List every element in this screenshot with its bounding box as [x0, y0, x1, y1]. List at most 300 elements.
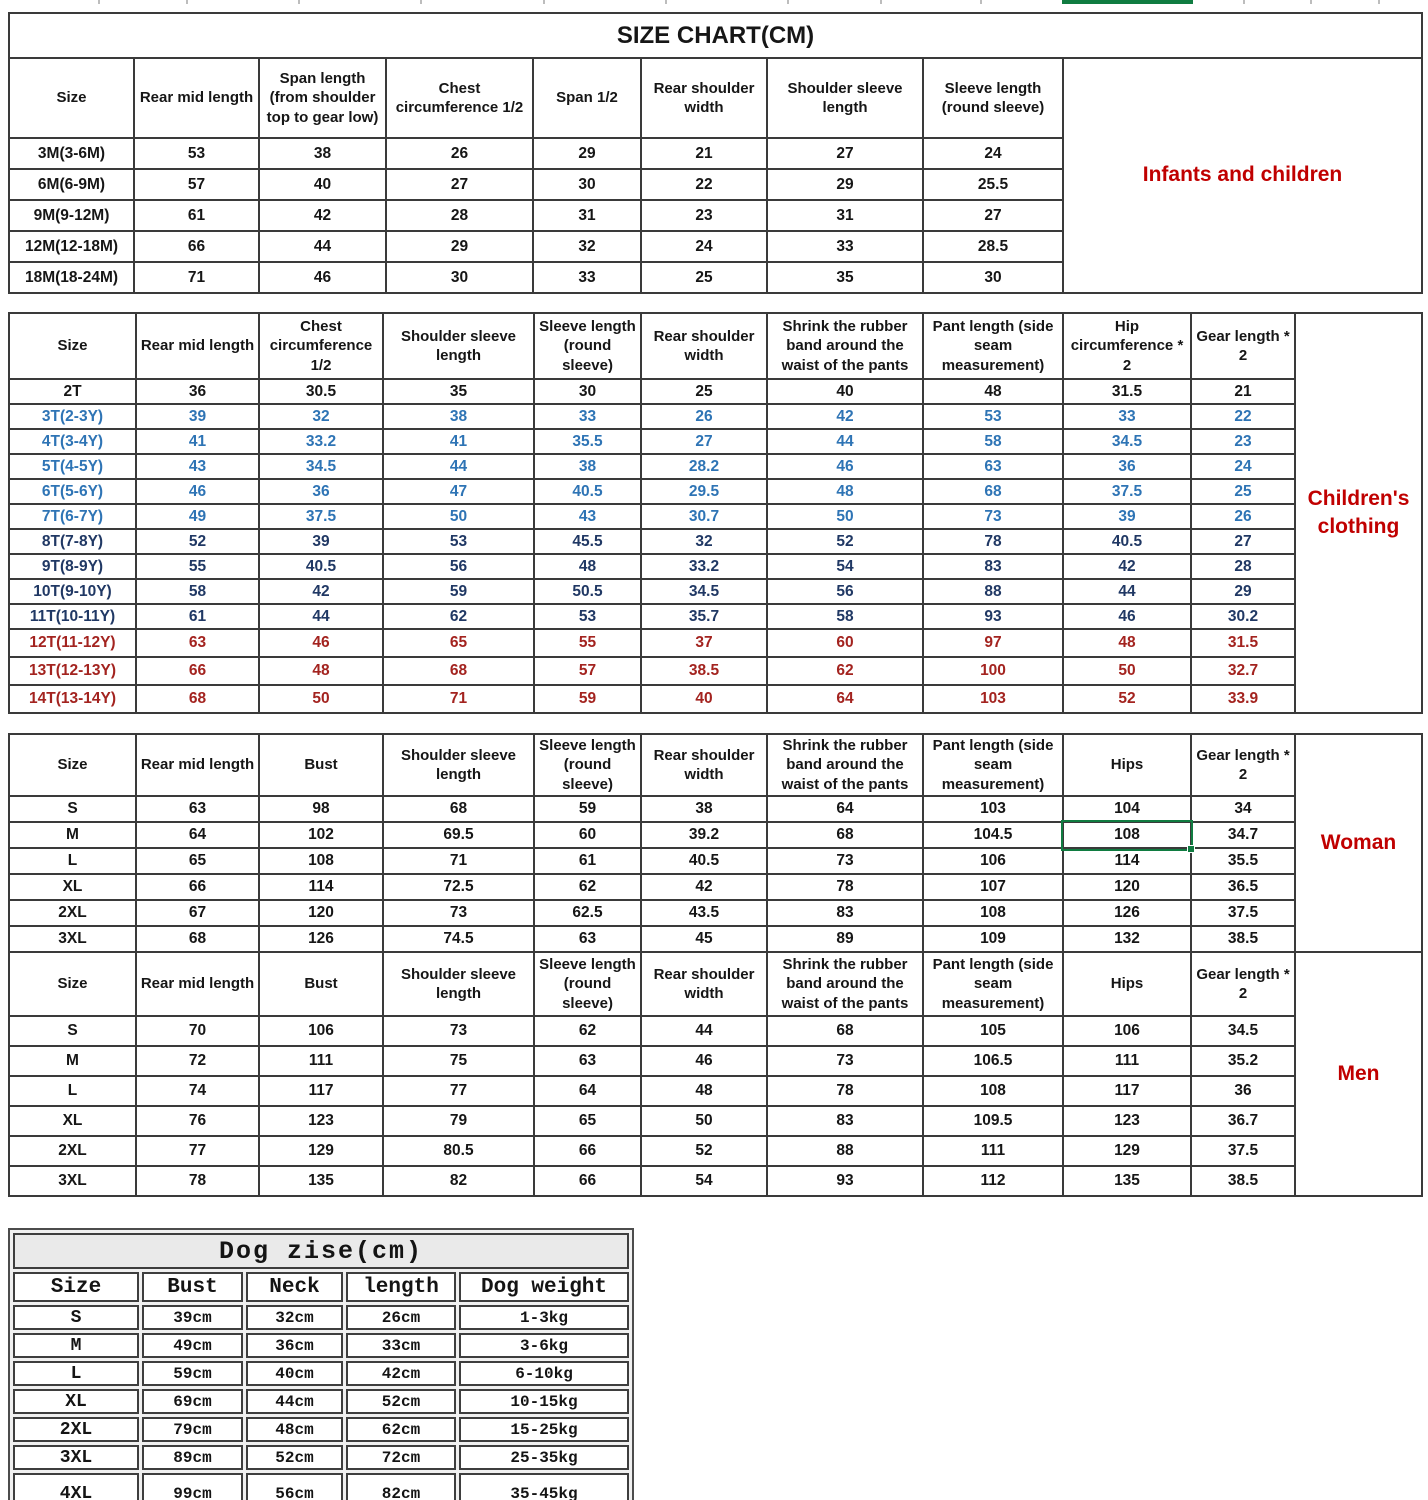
- table-cell: 21: [641, 138, 767, 169]
- column-header: Chest circumference 1/2: [386, 58, 533, 138]
- table-cell: 66: [134, 231, 259, 262]
- table-title: SIZE CHART(CM): [9, 13, 1422, 58]
- gridline-tick: [420, 0, 422, 4]
- table-cell: 58: [767, 604, 923, 629]
- table-cell: 28: [1191, 554, 1295, 579]
- table-cell: 46: [767, 454, 923, 479]
- table-cell: 39.2: [641, 822, 767, 848]
- table-cell: 82: [383, 1166, 534, 1196]
- column-header: Shoulder sleeve length: [767, 58, 923, 138]
- table-cell: 38.5: [641, 657, 767, 685]
- table-cell: 29: [1191, 579, 1295, 604]
- table-cell: 106.5: [923, 1046, 1063, 1076]
- column-header: Dog weight: [459, 1272, 629, 1302]
- table-cell: 37.5: [1191, 1136, 1295, 1166]
- table-cell: M: [9, 1046, 136, 1076]
- table-row: [9, 529, 1422, 554]
- column-header: length: [346, 1272, 456, 1302]
- column-header: Shoulder sleeve length: [383, 952, 534, 1016]
- gridline-tick: [1310, 0, 1312, 4]
- table-cell: 24: [923, 138, 1063, 169]
- infants-size-table: [8, 12, 1423, 294]
- table-cell: 52: [136, 529, 259, 554]
- table-cell: 66: [136, 874, 259, 900]
- table-cell: 21: [1191, 379, 1295, 404]
- table-cell: 28: [386, 200, 533, 231]
- table-cell: 34.5: [259, 454, 383, 479]
- table-cell: 41: [383, 429, 534, 454]
- table-cell: 40: [641, 685, 767, 713]
- table-row: [9, 379, 1422, 404]
- table-cell: 33: [767, 231, 923, 262]
- table-cell: 79cm: [142, 1417, 243, 1442]
- table-cell: 50: [383, 504, 534, 529]
- table-cell: S: [9, 796, 136, 822]
- table-row: [13, 1445, 629, 1470]
- table-cell: 56: [383, 554, 534, 579]
- table-cell: 82cm: [346, 1473, 456, 1500]
- table-cell: 62: [383, 604, 534, 629]
- table-cell: 23: [1191, 429, 1295, 454]
- table-cell: 47: [383, 479, 534, 504]
- table-cell: 67: [136, 900, 259, 926]
- table-cell: 61: [134, 200, 259, 231]
- table-cell: 2XL: [13, 1417, 139, 1442]
- table-cell: 74.5: [383, 926, 534, 952]
- children-size-table: [8, 312, 1423, 714]
- table-row: [9, 1076, 1422, 1106]
- table-cell: 64: [767, 796, 923, 822]
- table-cell: 42: [1063, 554, 1191, 579]
- table-cell: L: [9, 848, 136, 874]
- table-cell: 42: [259, 579, 383, 604]
- column-header: Span length (from shoulder top to gear low): [259, 58, 386, 138]
- table-cell: 114: [1063, 848, 1191, 874]
- table-cell: 43: [136, 454, 259, 479]
- table-cell: 3XL: [9, 926, 136, 952]
- table-cell: 35.5: [1191, 848, 1295, 874]
- table-cell: 5T(4-5Y): [9, 454, 136, 479]
- column-header: Shrink the rubber band around the waist of the pants: [767, 313, 923, 379]
- men-size-table: [8, 951, 1423, 1197]
- table-cell: 123: [1063, 1106, 1191, 1136]
- table-cell: 35.2: [1191, 1046, 1295, 1076]
- table-cell: 109: [923, 926, 1063, 952]
- section-label: Children's clothing: [1295, 313, 1422, 713]
- table-cell: 26cm: [346, 1305, 456, 1330]
- table-cell: 32.7: [1191, 657, 1295, 685]
- table-cell: 79: [383, 1106, 534, 1136]
- column-header: Size: [9, 734, 136, 796]
- table-cell: 58: [923, 429, 1063, 454]
- table-cell: 59: [534, 685, 641, 713]
- table-cell: 71: [383, 848, 534, 874]
- table-cell: 68: [923, 479, 1063, 504]
- table-cell: 33.2: [641, 554, 767, 579]
- table-cell: 31.5: [1191, 629, 1295, 657]
- table-cell: 83: [767, 900, 923, 926]
- table-cell: 48: [767, 479, 923, 504]
- table-cell: 40: [259, 169, 386, 200]
- table-cell: 30.2: [1191, 604, 1295, 629]
- table-cell: 35.7: [641, 604, 767, 629]
- table-cell: 68: [383, 796, 534, 822]
- table-cell: 18M(18-24M): [9, 262, 134, 293]
- table-cell: 65: [136, 848, 259, 874]
- table-cell: 34.5: [1063, 429, 1191, 454]
- table-cell: 105: [923, 1016, 1063, 1046]
- table-cell: 38: [534, 454, 641, 479]
- table-cell: 108: [923, 1076, 1063, 1106]
- table-cell: 62: [767, 657, 923, 685]
- table-cell: 26: [1191, 504, 1295, 529]
- table-title: Dog zise(cm): [13, 1233, 629, 1269]
- table-cell: 38: [259, 138, 386, 169]
- column-header: Bust: [259, 952, 383, 1016]
- column-header: Gear length * 2: [1191, 734, 1295, 796]
- table-row: [9, 579, 1422, 604]
- column-header: Bust: [142, 1272, 243, 1302]
- section-label: Infants and children: [1063, 58, 1422, 293]
- table-cell: 44: [767, 429, 923, 454]
- table-cell: 107: [923, 874, 1063, 900]
- table-cell: 38.5: [1191, 1166, 1295, 1196]
- table-cell: 48: [1063, 629, 1191, 657]
- table-cell: 63: [923, 454, 1063, 479]
- table-cell: 30: [386, 262, 533, 293]
- table-cell: XL: [9, 874, 136, 900]
- column-header: Rear shoulder width: [641, 734, 767, 796]
- column-header: Pant length (side seam measurement): [923, 952, 1063, 1016]
- table-cell: 40.5: [259, 554, 383, 579]
- table-cell: L: [9, 1076, 136, 1106]
- table-cell: 1-3kg: [459, 1305, 629, 1330]
- table-cell: 36cm: [246, 1333, 343, 1358]
- column-header: Size: [9, 58, 134, 138]
- table-cell: 2T: [9, 379, 136, 404]
- table-cell: 6T(5-6Y): [9, 479, 136, 504]
- table-cell: 88: [923, 579, 1063, 604]
- table-cell: 27: [641, 429, 767, 454]
- gridline-tick: [880, 0, 882, 4]
- table-row: [9, 822, 1422, 848]
- table-cell: 32: [641, 529, 767, 554]
- table-cell: 112: [923, 1166, 1063, 1196]
- table-row: [9, 1106, 1422, 1136]
- table-cell: 29.5: [641, 479, 767, 504]
- table-cell: 22: [641, 169, 767, 200]
- table-cell: 68: [383, 657, 534, 685]
- table-cell: S: [13, 1305, 139, 1330]
- table-cell: 28.2: [641, 454, 767, 479]
- table-cell: 111: [1063, 1046, 1191, 1076]
- table-cell: 40.5: [641, 848, 767, 874]
- table-cell: 40cm: [246, 1361, 343, 1386]
- table-cell: 39cm: [142, 1305, 243, 1330]
- column-header: Hip circumference * 2: [1063, 313, 1191, 379]
- table-cell: 53: [383, 529, 534, 554]
- column-header: Rear mid length: [136, 734, 259, 796]
- table-cell: 4XL: [13, 1473, 139, 1500]
- table-cell: XL: [13, 1389, 139, 1414]
- table-cell: 41: [136, 429, 259, 454]
- table-cell: 64: [136, 822, 259, 848]
- table-cell: 70: [136, 1016, 259, 1046]
- table-cell: 57: [534, 657, 641, 685]
- table-cell: 40.5: [1063, 529, 1191, 554]
- table-cell: 35-45kg: [459, 1473, 629, 1500]
- table-cell: 53: [134, 138, 259, 169]
- table-cell: 8T(7-8Y): [9, 529, 136, 554]
- table-cell: 52cm: [246, 1445, 343, 1470]
- table-cell: 40: [767, 379, 923, 404]
- table-row: [9, 629, 1422, 657]
- table-cell: 89: [767, 926, 923, 952]
- table-cell: 68: [767, 822, 923, 848]
- table-cell: 32: [533, 231, 641, 262]
- table-cell: 106: [259, 1016, 383, 1046]
- table-cell: 89cm: [142, 1445, 243, 1470]
- table-cell: 25.5: [923, 169, 1063, 200]
- table-cell: 54: [641, 1166, 767, 1196]
- table-row: [13, 1333, 629, 1358]
- table-row: [9, 796, 1422, 822]
- table-cell: 52: [1063, 685, 1191, 713]
- column-header: Pant length (side seam measurement): [923, 313, 1063, 379]
- gridline-tick: [787, 0, 789, 4]
- table-cell: 62.5: [534, 900, 641, 926]
- table-cell: 25: [641, 262, 767, 293]
- table-row: [9, 1136, 1422, 1166]
- table-row: [9, 554, 1422, 579]
- table-cell: 25-35kg: [459, 1445, 629, 1470]
- table-cell: 106: [923, 848, 1063, 874]
- table-cell: 69.5: [383, 822, 534, 848]
- column-header: Size: [13, 1272, 139, 1302]
- table-cell: 72: [136, 1046, 259, 1076]
- table-cell: 42: [641, 874, 767, 900]
- table-cell: 126: [259, 926, 383, 952]
- table-cell: 7T(6-7Y): [9, 504, 136, 529]
- table-cell: 64: [534, 1076, 641, 1106]
- table-cell: 3XL: [13, 1445, 139, 1470]
- table-cell: 36: [1191, 1076, 1295, 1106]
- table-cell: 39: [1063, 504, 1191, 529]
- table-cell: 2XL: [9, 1136, 136, 1166]
- table-cell: L: [13, 1361, 139, 1386]
- table-cell: 31: [767, 200, 923, 231]
- column-header: Gear length * 2: [1191, 952, 1295, 1016]
- table-cell: 31: [533, 200, 641, 231]
- table-cell: 97: [923, 629, 1063, 657]
- table-cell: 34.5: [641, 579, 767, 604]
- gridline-tick: [98, 0, 100, 4]
- table-cell: 61: [136, 604, 259, 629]
- table-cell: 66: [534, 1166, 641, 1196]
- table-cell: 46: [259, 262, 386, 293]
- table-row: [9, 504, 1422, 529]
- table-cell: 49cm: [142, 1333, 243, 1358]
- table-row: [13, 1389, 629, 1414]
- column-header: Size: [9, 313, 136, 379]
- table-cell: 10T(9-10Y): [9, 579, 136, 604]
- table-cell: 71: [134, 262, 259, 293]
- table-cell: 33: [1063, 404, 1191, 429]
- table-cell: 37: [641, 629, 767, 657]
- table-cell: 27: [923, 200, 1063, 231]
- table-cell: M: [13, 1333, 139, 1358]
- table-cell: 68: [767, 1016, 923, 1046]
- table-cell: 48: [259, 657, 383, 685]
- gridline-tick: [980, 0, 982, 4]
- column-header: Size: [9, 952, 136, 1016]
- table-cell: 52: [641, 1136, 767, 1166]
- table-cell: 53: [534, 604, 641, 629]
- table-cell: 44cm: [246, 1389, 343, 1414]
- table-cell: 46: [1063, 604, 1191, 629]
- table-cell: 76: [136, 1106, 259, 1136]
- table-cell: 30.5: [259, 379, 383, 404]
- table-cell: 99cm: [142, 1473, 243, 1500]
- table-cell: 61: [534, 848, 641, 874]
- table-cell: 3T(2-3Y): [9, 404, 136, 429]
- table-cell: 72cm: [346, 1445, 456, 1470]
- table-cell: 39: [259, 529, 383, 554]
- table-row: [9, 926, 1422, 952]
- table-cell: 33: [534, 404, 641, 429]
- table-row: [9, 657, 1422, 685]
- column-header: Rear shoulder width: [641, 952, 767, 1016]
- woman-size-table: [8, 733, 1423, 953]
- table-cell: 44: [259, 231, 386, 262]
- table-row: [9, 429, 1422, 454]
- column-header: Sleeve length (round sleeve): [534, 952, 641, 1016]
- column-header: Sleeve length (round sleeve): [923, 58, 1063, 138]
- table-cell: 32: [259, 404, 383, 429]
- table-cell: 75: [383, 1046, 534, 1076]
- table-cell: 11T(10-11Y): [9, 604, 136, 629]
- table-cell: 3M(3-6M): [9, 138, 134, 169]
- table-cell: 33.9: [1191, 685, 1295, 713]
- table-cell: 78: [136, 1166, 259, 1196]
- table-row: [9, 479, 1422, 504]
- table-cell: 73: [923, 504, 1063, 529]
- table-cell: 44: [1063, 579, 1191, 604]
- table-cell: XL: [9, 1106, 136, 1136]
- table-cell: 26: [386, 138, 533, 169]
- column-header: Sleeve length (round sleeve): [534, 734, 641, 796]
- table-row: [13, 1417, 629, 1442]
- table-cell: 103: [923, 685, 1063, 713]
- section-label: Woman: [1295, 734, 1422, 952]
- table-cell: 9T(8-9Y): [9, 554, 136, 579]
- table-cell: 117: [1063, 1076, 1191, 1106]
- table-cell: 15-25kg: [459, 1417, 629, 1442]
- column-header: Hips: [1063, 952, 1191, 1016]
- table-cell: 93: [923, 604, 1063, 629]
- column-header: Rear shoulder width: [641, 58, 767, 138]
- table-cell: 27: [1191, 529, 1295, 554]
- table-cell: 60: [534, 822, 641, 848]
- table-cell: 48: [534, 554, 641, 579]
- table-cell: 38: [383, 404, 534, 429]
- table-cell: 36: [259, 479, 383, 504]
- table-cell: 40.5: [534, 479, 641, 504]
- table-cell: 59: [534, 796, 641, 822]
- table-row: [13, 1473, 629, 1500]
- gridline-tick: [298, 0, 300, 4]
- table-cell: 63: [136, 629, 259, 657]
- table-cell: 45.5: [534, 529, 641, 554]
- table-cell: 56: [767, 579, 923, 604]
- gridline-tick: [543, 0, 545, 4]
- table-cell: 111: [923, 1136, 1063, 1166]
- table-cell: 135: [1063, 1166, 1191, 1196]
- table-cell: 83: [767, 1106, 923, 1136]
- table-cell: 39: [136, 404, 259, 429]
- table-cell: 63: [534, 926, 641, 952]
- table-cell: 50.5: [534, 579, 641, 604]
- column-header: Neck: [246, 1272, 343, 1302]
- table-cell: 129: [1063, 1136, 1191, 1166]
- table-cell: 114: [259, 874, 383, 900]
- table-cell: 59cm: [142, 1361, 243, 1386]
- table-cell: 43: [534, 504, 641, 529]
- table-cell: 25: [1191, 479, 1295, 504]
- table-cell: 34.7: [1191, 822, 1295, 848]
- table-cell: 66: [534, 1136, 641, 1166]
- table-cell: 12M(12-18M): [9, 231, 134, 262]
- table-cell: 59: [383, 579, 534, 604]
- table-cell: 42cm: [346, 1361, 456, 1386]
- table-cell: 42: [259, 200, 386, 231]
- table-row: [9, 874, 1422, 900]
- table-cell: 10-15kg: [459, 1389, 629, 1414]
- table-cell: 77: [383, 1076, 534, 1106]
- table-cell: 83: [923, 554, 1063, 579]
- table-cell: 24: [641, 231, 767, 262]
- table-cell: 48: [641, 1076, 767, 1106]
- table-cell: 4T(3-4Y): [9, 429, 136, 454]
- table-row: [9, 454, 1422, 479]
- table-cell: 48cm: [246, 1417, 343, 1442]
- table-row: [9, 404, 1422, 429]
- table-cell: 60: [767, 629, 923, 657]
- table-row: [9, 900, 1422, 926]
- table-cell: 37.5: [1191, 900, 1295, 926]
- gridline-tick: [1243, 0, 1245, 4]
- table-cell: 73: [767, 1046, 923, 1076]
- table-cell: 42: [767, 404, 923, 429]
- table-cell: 68: [136, 685, 259, 713]
- table-cell: 117: [259, 1076, 383, 1106]
- table-cell: 56cm: [246, 1473, 343, 1500]
- table-cell: 3-6kg: [459, 1333, 629, 1358]
- table-cell: 35.5: [534, 429, 641, 454]
- table-cell: 66: [136, 657, 259, 685]
- table-cell: 129: [259, 1136, 383, 1166]
- table-cell: 50: [259, 685, 383, 713]
- table-cell: 22: [1191, 404, 1295, 429]
- table-cell: 24: [1191, 454, 1295, 479]
- table-cell: 132: [1063, 926, 1191, 952]
- table-cell: 45: [641, 926, 767, 952]
- table-cell: 72.5: [383, 874, 534, 900]
- table-cell: 135: [259, 1166, 383, 1196]
- table-cell: 106: [1063, 1016, 1191, 1046]
- table-cell: 102: [259, 822, 383, 848]
- column-header: Span 1/2: [533, 58, 641, 138]
